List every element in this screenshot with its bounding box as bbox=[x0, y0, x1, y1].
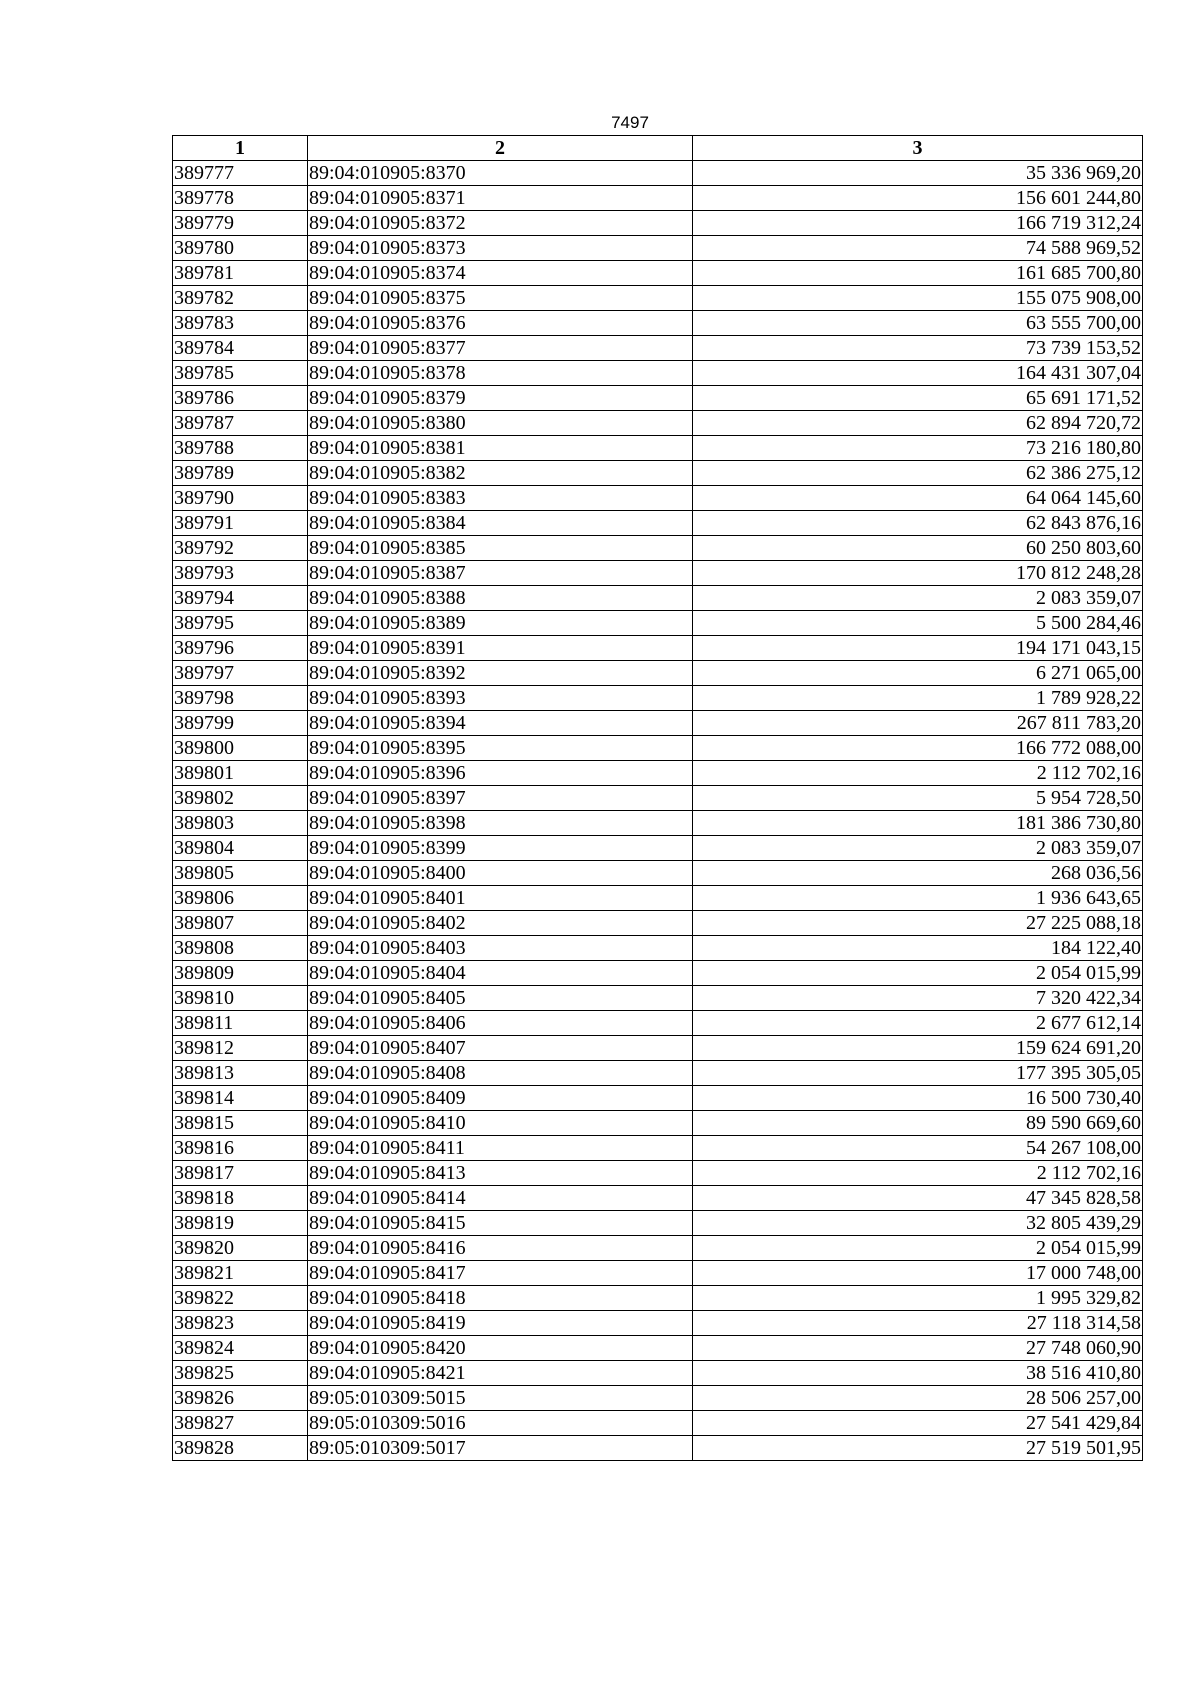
table-cell-value: 155 075 908,00 bbox=[693, 286, 1143, 311]
table-row bbox=[173, 411, 1143, 436]
table-cell-code: 89:04:010905:8372 bbox=[308, 211, 693, 236]
table-row bbox=[173, 636, 1143, 661]
table-cell-value: 27 541 429,84 bbox=[693, 1411, 1143, 1436]
table-cell-id: 389784 bbox=[173, 336, 308, 361]
table-cell-value: 7 320 422,34 bbox=[693, 986, 1143, 1011]
table-row bbox=[173, 1011, 1143, 1036]
table-cell-id: 389811 bbox=[173, 1011, 308, 1036]
table-cell-value: 6 271 065,00 bbox=[693, 661, 1143, 686]
data-table bbox=[172, 135, 1143, 1461]
table-cell-id: 389790 bbox=[173, 486, 308, 511]
table-cell-id: 389781 bbox=[173, 261, 308, 286]
table-cell-id: 389792 bbox=[173, 536, 308, 561]
table-cell-value: 27 519 501,95 bbox=[693, 1436, 1143, 1461]
table-cell-id: 389789 bbox=[173, 461, 308, 486]
table-cell-value: 73 739 153,52 bbox=[693, 336, 1143, 361]
table-cell-code: 89:04:010905:8417 bbox=[308, 1261, 693, 1286]
table-cell-code: 89:04:010905:8399 bbox=[308, 836, 693, 861]
table-cell-code: 89:04:010905:8376 bbox=[308, 311, 693, 336]
table-cell-value: 2 677 612,14 bbox=[693, 1011, 1143, 1036]
table-cell-code: 89:04:010905:8373 bbox=[308, 236, 693, 261]
header-cell-3: 3 bbox=[693, 136, 1143, 161]
table-cell-id: 389827 bbox=[173, 1411, 308, 1436]
table-cell-code: 89:04:010905:8405 bbox=[308, 986, 693, 1011]
table-row bbox=[173, 336, 1143, 361]
table-cell-value: 17 000 748,00 bbox=[693, 1261, 1143, 1286]
table-cell-code: 89:04:010905:8406 bbox=[308, 1011, 693, 1036]
table-row bbox=[173, 186, 1143, 211]
table-cell-id: 389799 bbox=[173, 711, 308, 736]
table-header bbox=[173, 136, 1143, 161]
table-row bbox=[173, 611, 1143, 636]
table-cell-value: 2 112 702,16 bbox=[693, 1161, 1143, 1186]
table-cell-id: 389794 bbox=[173, 586, 308, 611]
table-cell-value: 2 083 359,07 bbox=[693, 836, 1143, 861]
table-row bbox=[173, 1361, 1143, 1386]
table-cell-code: 89:04:010905:8397 bbox=[308, 786, 693, 811]
table-row bbox=[173, 161, 1143, 186]
table-cell-value: 170 812 248,28 bbox=[693, 561, 1143, 586]
table-cell-id: 389805 bbox=[173, 861, 308, 886]
header-row bbox=[173, 136, 1143, 161]
table-cell-id: 389817 bbox=[173, 1161, 308, 1186]
table-row bbox=[173, 886, 1143, 911]
table-cell-value: 63 555 700,00 bbox=[693, 311, 1143, 336]
table-cell-id: 389825 bbox=[173, 1361, 308, 1386]
table-cell-id: 389820 bbox=[173, 1236, 308, 1261]
table-cell-id: 389816 bbox=[173, 1136, 308, 1161]
table-cell-value: 166 719 312,24 bbox=[693, 211, 1143, 236]
table-cell-value: 5 954 728,50 bbox=[693, 786, 1143, 811]
table-cell-id: 389788 bbox=[173, 436, 308, 461]
table-cell-value: 2 083 359,07 bbox=[693, 586, 1143, 611]
table-row bbox=[173, 1036, 1143, 1061]
table-row bbox=[173, 386, 1143, 411]
table-cell-value: 166 772 088,00 bbox=[693, 736, 1143, 761]
table-cell-code: 89:05:010309:5017 bbox=[308, 1436, 693, 1461]
table-cell-value: 54 267 108,00 bbox=[693, 1136, 1143, 1161]
table-row bbox=[173, 261, 1143, 286]
table-cell-value: 62 894 720,72 bbox=[693, 411, 1143, 436]
table-cell-id: 389793 bbox=[173, 561, 308, 586]
table-cell-value: 1 936 643,65 bbox=[693, 886, 1143, 911]
table-row bbox=[173, 686, 1143, 711]
header-cell-1: 1 bbox=[173, 136, 308, 161]
table-cell-code: 89:04:010905:8378 bbox=[308, 361, 693, 386]
table-row bbox=[173, 286, 1143, 311]
table-cell-value: 159 624 691,20 bbox=[693, 1036, 1143, 1061]
table-row bbox=[173, 311, 1143, 336]
table-cell-value: 184 122,40 bbox=[693, 936, 1143, 961]
table-cell-id: 389777 bbox=[173, 161, 308, 186]
table-cell-id: 389812 bbox=[173, 1036, 308, 1061]
table-row bbox=[173, 986, 1143, 1011]
table-row bbox=[173, 436, 1143, 461]
table-cell-value: 164 431 307,04 bbox=[693, 361, 1143, 386]
table-row bbox=[173, 861, 1143, 886]
table-cell-value: 65 691 171,52 bbox=[693, 386, 1143, 411]
table-row bbox=[173, 786, 1143, 811]
table-cell-value: 16 500 730,40 bbox=[693, 1086, 1143, 1111]
table-row bbox=[173, 1061, 1143, 1086]
table-cell-id: 389780 bbox=[173, 236, 308, 261]
table-body bbox=[173, 161, 1143, 1461]
table-row bbox=[173, 836, 1143, 861]
table-row bbox=[173, 1411, 1143, 1436]
table-row bbox=[173, 1086, 1143, 1111]
table-cell-code: 89:04:010905:8416 bbox=[308, 1236, 693, 1261]
table-row bbox=[173, 1186, 1143, 1211]
table-cell-id: 389808 bbox=[173, 936, 308, 961]
table-cell-id: 389828 bbox=[173, 1436, 308, 1461]
table-cell-code: 89:04:010905:8402 bbox=[308, 911, 693, 936]
table-cell-id: 389782 bbox=[173, 286, 308, 311]
table-cell-value: 60 250 803,60 bbox=[693, 536, 1143, 561]
table-cell-id: 389801 bbox=[173, 761, 308, 786]
table-cell-value: 161 685 700,80 bbox=[693, 261, 1143, 286]
table-cell-code: 89:04:010905:8410 bbox=[308, 1111, 693, 1136]
table-row bbox=[173, 1286, 1143, 1311]
table-cell-value: 177 395 305,05 bbox=[693, 1061, 1143, 1086]
table-row bbox=[173, 761, 1143, 786]
table-cell-value: 27 748 060,90 bbox=[693, 1336, 1143, 1361]
table-row bbox=[173, 961, 1143, 986]
table-row bbox=[173, 461, 1143, 486]
table-cell-code: 89:04:010905:8401 bbox=[308, 886, 693, 911]
table-cell-value: 89 590 669,60 bbox=[693, 1111, 1143, 1136]
table-row bbox=[173, 1111, 1143, 1136]
table-row bbox=[173, 511, 1143, 536]
table-cell-code: 89:04:010905:8377 bbox=[308, 336, 693, 361]
table-cell-code: 89:04:010905:8391 bbox=[308, 636, 693, 661]
table-cell-id: 389823 bbox=[173, 1311, 308, 1336]
table-cell-id: 389791 bbox=[173, 511, 308, 536]
table-cell-value: 268 036,56 bbox=[693, 861, 1143, 886]
page-number: 7497 bbox=[611, 113, 649, 132]
table-row bbox=[173, 1136, 1143, 1161]
table-cell-id: 389818 bbox=[173, 1186, 308, 1211]
table-cell-value: 62 386 275,12 bbox=[693, 461, 1143, 486]
table-cell-id: 389795 bbox=[173, 611, 308, 636]
table-cell-value: 35 336 969,20 bbox=[693, 161, 1143, 186]
table-cell-code: 89:04:010905:8395 bbox=[308, 736, 693, 761]
table-cell-code: 89:04:010905:8403 bbox=[308, 936, 693, 961]
table-row bbox=[173, 1436, 1143, 1461]
table-cell-id: 389824 bbox=[173, 1336, 308, 1361]
table-row bbox=[173, 661, 1143, 686]
table-cell-id: 389809 bbox=[173, 961, 308, 986]
table-cell-code: 89:04:010905:8394 bbox=[308, 711, 693, 736]
table-cell-code: 89:04:010905:8400 bbox=[308, 861, 693, 886]
table-cell-code: 89:04:010905:8374 bbox=[308, 261, 693, 286]
table-cell-value: 2 054 015,99 bbox=[693, 1236, 1143, 1261]
table-cell-value: 181 386 730,80 bbox=[693, 811, 1143, 836]
table-cell-code: 89:04:010905:8383 bbox=[308, 486, 693, 511]
table-cell-value: 194 171 043,15 bbox=[693, 636, 1143, 661]
table-row bbox=[173, 536, 1143, 561]
table-cell-value: 74 588 969,52 bbox=[693, 236, 1143, 261]
table-row bbox=[173, 811, 1143, 836]
table-cell-id: 389821 bbox=[173, 1261, 308, 1286]
table-cell-code: 89:04:010905:8408 bbox=[308, 1061, 693, 1086]
table-cell-id: 389798 bbox=[173, 686, 308, 711]
table-row bbox=[173, 1161, 1143, 1186]
table-cell-value: 27 225 088,18 bbox=[693, 911, 1143, 936]
table-cell-value: 62 843 876,16 bbox=[693, 511, 1143, 536]
table-cell-value: 28 506 257,00 bbox=[693, 1386, 1143, 1411]
table-row bbox=[173, 236, 1143, 261]
table-cell-code: 89:04:010905:8385 bbox=[308, 536, 693, 561]
table-cell-id: 389797 bbox=[173, 661, 308, 686]
table-cell-id: 389802 bbox=[173, 786, 308, 811]
table-cell-value: 2 054 015,99 bbox=[693, 961, 1143, 986]
table-cell-id: 389796 bbox=[173, 636, 308, 661]
table-row bbox=[173, 486, 1143, 511]
table-row bbox=[173, 586, 1143, 611]
table-cell-code: 89:04:010905:8418 bbox=[308, 1286, 693, 1311]
table-cell-value: 38 516 410,80 bbox=[693, 1361, 1143, 1386]
table-cell-code: 89:04:010905:8380 bbox=[308, 411, 693, 436]
table-cell-code: 89:04:010905:8396 bbox=[308, 761, 693, 786]
table-row bbox=[173, 561, 1143, 586]
table-cell-code: 89:04:010905:8382 bbox=[308, 461, 693, 486]
table-cell-code: 89:04:010905:8407 bbox=[308, 1036, 693, 1061]
table-cell-value: 1 995 329,82 bbox=[693, 1286, 1143, 1311]
table-row bbox=[173, 1386, 1143, 1411]
table-cell-id: 389779 bbox=[173, 211, 308, 236]
table-cell-code: 89:04:010905:8419 bbox=[308, 1311, 693, 1336]
table-cell-code: 89:04:010905:8370 bbox=[308, 161, 693, 186]
table-cell-value: 27 118 314,58 bbox=[693, 1311, 1143, 1336]
table-cell-code: 89:05:010309:5016 bbox=[308, 1411, 693, 1436]
table-cell-value: 47 345 828,58 bbox=[693, 1186, 1143, 1211]
table-cell-id: 389806 bbox=[173, 886, 308, 911]
table-cell-value: 32 805 439,29 bbox=[693, 1211, 1143, 1236]
table-cell-code: 89:04:010905:8411 bbox=[308, 1136, 693, 1161]
table-cell-id: 389786 bbox=[173, 386, 308, 411]
table-cell-code: 89:04:010905:8420 bbox=[308, 1336, 693, 1361]
table-cell-id: 389785 bbox=[173, 361, 308, 386]
table-cell-code: 89:04:010905:8387 bbox=[308, 561, 693, 586]
table-cell-code: 89:04:010905:8415 bbox=[308, 1211, 693, 1236]
table-row bbox=[173, 936, 1143, 961]
table-cell-code: 89:04:010905:8393 bbox=[308, 686, 693, 711]
table-cell-code: 89:04:010905:8409 bbox=[308, 1086, 693, 1111]
table-cell-id: 389783 bbox=[173, 311, 308, 336]
table-cell-code: 89:04:010905:8379 bbox=[308, 386, 693, 411]
table-cell-id: 389822 bbox=[173, 1286, 308, 1311]
table-cell-code: 89:04:010905:8413 bbox=[308, 1161, 693, 1186]
table-cell-code: 89:04:010905:8384 bbox=[308, 511, 693, 536]
table-row bbox=[173, 1311, 1143, 1336]
table-cell-code: 89:04:010905:8414 bbox=[308, 1186, 693, 1211]
table-cell-code: 89:04:010905:8375 bbox=[308, 286, 693, 311]
table-row bbox=[173, 361, 1143, 386]
table-cell-code: 89:04:010905:8388 bbox=[308, 586, 693, 611]
table-cell-value: 2 112 702,16 bbox=[693, 761, 1143, 786]
table-cell-id: 389815 bbox=[173, 1111, 308, 1136]
table-cell-code: 89:04:010905:8371 bbox=[308, 186, 693, 211]
table-cell-id: 389804 bbox=[173, 836, 308, 861]
table-cell-value: 156 601 244,80 bbox=[693, 186, 1143, 211]
table-cell-id: 389800 bbox=[173, 736, 308, 761]
table-cell-code: 89:04:010905:8398 bbox=[308, 811, 693, 836]
table-row bbox=[173, 711, 1143, 736]
table-cell-value: 1 789 928,22 bbox=[693, 686, 1143, 711]
table-cell-id: 389819 bbox=[173, 1211, 308, 1236]
table-cell-id: 389778 bbox=[173, 186, 308, 211]
table-cell-id: 389826 bbox=[173, 1386, 308, 1411]
table-row bbox=[173, 1211, 1143, 1236]
table-cell-value: 73 216 180,80 bbox=[693, 436, 1143, 461]
header-cell-2: 2 bbox=[308, 136, 693, 161]
table-cell-code: 89:04:010905:8381 bbox=[308, 436, 693, 461]
table-cell-id: 389803 bbox=[173, 811, 308, 836]
table-cell-value: 64 064 145,60 bbox=[693, 486, 1143, 511]
table-cell-id: 389810 bbox=[173, 986, 308, 1011]
table-row bbox=[173, 1261, 1143, 1286]
table-cell-id: 389787 bbox=[173, 411, 308, 436]
table-cell-code: 89:04:010905:8404 bbox=[308, 961, 693, 986]
table-row bbox=[173, 736, 1143, 761]
table-row bbox=[173, 911, 1143, 936]
table-row bbox=[173, 1236, 1143, 1261]
table-cell-value: 267 811 783,20 bbox=[693, 711, 1143, 736]
table-cell-code: 89:04:010905:8389 bbox=[308, 611, 693, 636]
table-cell-id: 389814 bbox=[173, 1086, 308, 1111]
table-row bbox=[173, 1336, 1143, 1361]
table-cell-value: 5 500 284,46 bbox=[693, 611, 1143, 636]
table-cell-id: 389813 bbox=[173, 1061, 308, 1086]
table-cell-code: 89:05:010309:5015 bbox=[308, 1386, 693, 1411]
table-cell-code: 89:04:010905:8421 bbox=[308, 1361, 693, 1386]
table-cell-code: 89:04:010905:8392 bbox=[308, 661, 693, 686]
table-cell-id: 389807 bbox=[173, 911, 308, 936]
table-row bbox=[173, 211, 1143, 236]
